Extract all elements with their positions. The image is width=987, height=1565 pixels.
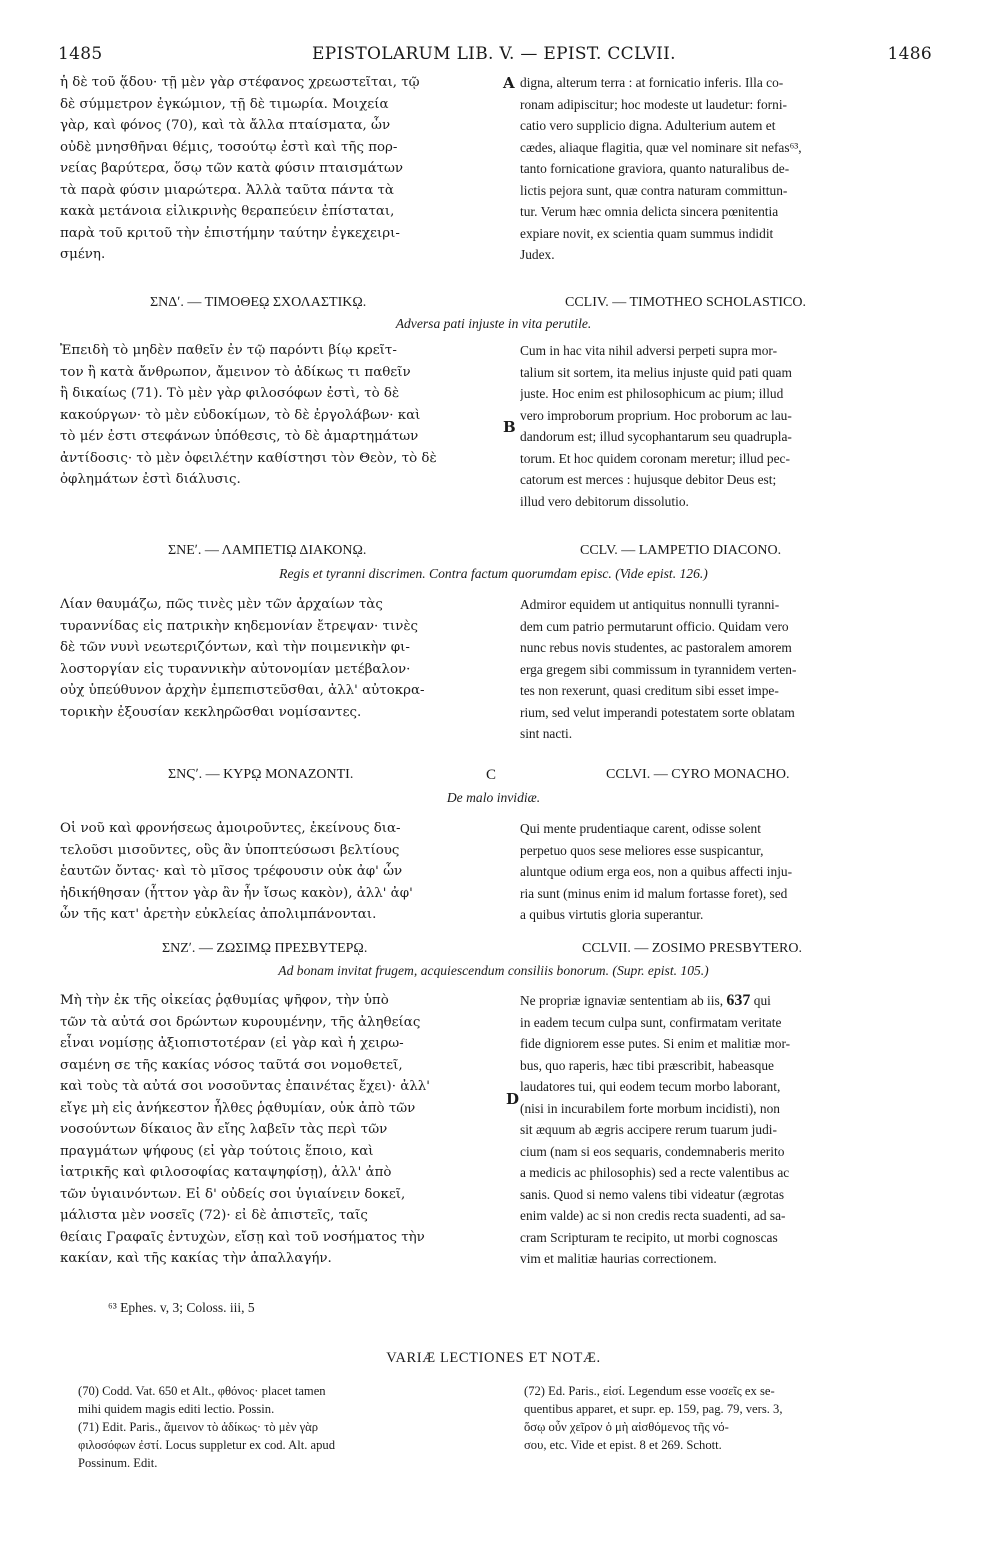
greek-title: ΣΝΕʹ. — ΛΑΜΠΕΤΙῼ ΔΙΑΚΟΝῼ.	[168, 543, 367, 558]
latin-line: torum. Et hoc quidem coronam meretur; illud pec-	[520, 450, 790, 466]
greek-line: κακούργων· τὸ μὲν εὐδοκίμων, τὸ δὲ ἐργολάβων· καὶ	[60, 407, 421, 423]
note-line: ὅσῳ οὖν χεῖρον ὁ μὴ αἰσθόμενος τῆς νό-	[524, 1420, 729, 1434]
margin-marker-c: C	[486, 767, 497, 783]
left-page-number: 1485	[58, 44, 103, 64]
latin-text-254	[520, 340, 932, 512]
latin-line: catio vero supplicio digna. Adulterium autem et	[520, 118, 776, 133]
greek-line: Λίαν θαυμάζω, πῶς τινὲς μὲν τῶν ἀρχαίων τὰς	[60, 597, 383, 612]
greek-line: ἀντίδοσις· τὸ μὲν ὀφειλέτην καθίστησι τὸν Θεὸν, τὸ δὲ	[60, 450, 437, 466]
greek-text-257	[60, 990, 500, 1270]
latin-line: ronam adipiscitur; hoc modeste ut laudetur: forni-	[520, 96, 787, 112]
greek-line: Μὴ τὴν ἐκ τῆς οἰκείας ῥᾳθυμίας ψῆφον, τὴν ὑπὸ	[60, 993, 389, 1008]
note-line: (70) Codd. Vat. 650 et Alt., φθόνος· placet tamen	[78, 1384, 326, 1398]
greek-line: τον ἢ κατὰ ἄνθρωπον, ἄμεινον τὸ ἀδίκως τι παθεῖν	[60, 364, 411, 380]
greek-title: ΣΝΔʹ. — ΤΙΜΟΘΕῼ ΣΧΟΛΑΣΤΙΚῼ.	[150, 295, 367, 310]
footnote: ⁶³ Ephes. v, 3; Coloss. iii, 5	[108, 1300, 255, 1315]
latin-line: catorum est merces : hujusque debitor Deus est;	[520, 472, 777, 487]
greek-line: εἴγε μὴ εἰς ἀνήκεστον ἦλθες ῥᾳθυμίαν, οὐκ ἀπὸ τῶν	[60, 1100, 416, 1116]
greek-line: τὰ παρὰ φύσιν μιαρώτερα. Ἀλλὰ ταῦτα πάντα τὰ	[60, 182, 394, 198]
latin-line: dandorum est; illud sycophantarum seu quadrupla-	[520, 429, 792, 444]
greek-text-254	[60, 340, 500, 491]
letter-title-257	[0, 938, 987, 960]
greek-line: τελοῦσι μισοῦντες, οὓς ἂν ὑποπτεύσωσι βελτίους	[60, 842, 400, 858]
letter-subtitle: Ad bonam invitat frugem, acquiescendum consiliis bonorum. (Supr. epist. 105.)	[278, 963, 709, 978]
latin-line: tanto fornicatione graviora, quanto naturalibus de-	[520, 161, 790, 176]
margin-marker-b: B	[503, 418, 516, 436]
note-line: Possinum. Edit.	[78, 1456, 158, 1470]
margin-marker-a: A	[503, 74, 515, 92]
greek-line: Ἐπειδὴ τὸ μηδὲν παθεῖν ἐν τῷ παρόντι βίῳ κρεῖτ-	[60, 343, 397, 358]
note-line: (72) Ed. Paris., εἰσί. Legendum esse νοσεῖς ex se-	[524, 1384, 775, 1398]
latin-line: nunc rebus novis studentes, ac pastoralem amorem	[520, 640, 792, 655]
latin-line: digna, alterum terra : at fornicatio inferis. Illa co-	[520, 75, 784, 90]
latin-line: Qui mente prudentiaque carent, odisse solent	[520, 821, 761, 836]
note-line: (71) Edit. Paris., ἄμεινον τὸ ἀδίκως· τὸ μὲν γὰρ	[78, 1420, 319, 1434]
greek-title: ΣΝΖʹ. — ΖΩΣΙΜῼ ΠΡΕΣΒΥΤΕΡῼ.	[162, 941, 368, 956]
greek-line: οὐδὲ μνησθῆναι θέμις, τοσούτῳ ἐστὶ καὶ τῆς πορ-	[60, 139, 398, 155]
variae-left	[78, 1382, 498, 1472]
latin-line: tur. Verum hæc omnia delicta sincera pœnitentia	[520, 204, 779, 219]
letter-subtitle: Regis et tyranni discrimen. Contra factum quorumdam episc. (Vide epist. 126.)	[279, 566, 708, 581]
edition-page-number: 637	[726, 992, 751, 1009]
latin-title: CCLIV. — TIMOTHEO SCHOLASTICO.	[565, 295, 806, 310]
greek-line: ἑαυτῶν ὄντας· καὶ τὸ μῖσος τρέφουσιν οὐκ ἀφ' ὧν	[60, 864, 403, 879]
greek-line: δὲ τῶν νυνὶ νεωτεριζόντων, καὶ τὴν ποιμενικὴν φι-	[60, 640, 410, 655]
latin-line: cram Scripturam te recipito, ut morbi cognoscas	[520, 1229, 778, 1245]
greek-line: γὰρ, καὶ φόνος (70), καὶ τὰ ἄλλα πταίσματα, ὧν	[60, 118, 391, 133]
note-line: σου, etc. Vide et epist. 8 et 269. Schott.	[524, 1438, 722, 1452]
latin-line: sit æquum ab ægris accipere rerum tuarum judi-	[520, 1122, 777, 1137]
running-header	[0, 44, 987, 68]
note-line: mihi quidem magis editi lectio. Possin.	[78, 1402, 275, 1416]
latin-line: sint nacti.	[520, 726, 573, 741]
latin-line	[520, 990, 932, 1012]
latin-title: CCLV. — LAMPETIO DIACONO.	[580, 543, 782, 558]
latin-line: juste. Hoc enim est philosophicum ac pium; illud	[520, 386, 784, 401]
latin-line: fide digniorem esse putes. Si enim et malitiæ mor-	[520, 1036, 791, 1051]
latin-line: bus, quo raperis, hæc tibi præscribit, habeasque	[520, 1057, 774, 1073]
note-line: φιλοσόφων ἐστί. Locus suppletur ex cod. Alt. apud	[78, 1438, 336, 1452]
latin-continuation	[520, 72, 932, 266]
margin-marker-d: D	[506, 1090, 520, 1108]
greek-text-255	[60, 594, 500, 723]
greek-line: θείαις Γραφαῖς ἐντυχὼν, εἴσῃ καὶ τοῦ νοσήματος τὴν	[60, 1229, 425, 1245]
greek-line: παρὰ τοῦ κριτοῦ τὴν ἐπιστήμην ταύτην ἐγκεχειρι-	[60, 225, 400, 241]
latin-line: a quibus virtutis gloria superantur.	[520, 907, 704, 922]
greek-line: ἡ δὲ τοῦ ᾅδου· τῇ μὲν γὰρ στέφανος χρεωστεῖται, τῷ	[60, 75, 420, 90]
latin-line: aluntque odium erga eos, non a quibus affecti inju-	[520, 864, 793, 879]
greek-line: τορικὴν ἐξουσίαν κεκληρῶσθαι νομίσαντες.	[60, 704, 362, 720]
latin-title: CCLVII. — ZOSIMO PRESBYTERO.	[582, 941, 803, 956]
latin-line: perpetuo quos sese meliores esse suspicantur,	[520, 842, 764, 858]
letter-subtitle: Adversa pati injuste in vita perutile.	[395, 316, 592, 331]
latin-line: illud vero debitorum dissolutio.	[520, 493, 689, 509]
greek-line: τῶν ὑγιαινόντων. Εἰ δ' οὐδείς σοι ὑγιαίνειν δοκεῖ,	[60, 1186, 406, 1202]
greek-line: ἰατρικῆς καὶ φιλοσοφίας καταψηφίσῃ), ἀλλ' ἀπὸ	[60, 1165, 392, 1180]
latin-line-start: Ne propriæ ignaviæ sententiam ab iis,	[520, 993, 727, 1008]
latin-title: CCLVI. — CYRO MONACHO.	[606, 767, 790, 782]
latin-line: expiare novit, ex scientia quam summus indidit	[520, 225, 774, 241]
latin-line: lictis pejora sunt, quæ contra naturam committun-	[520, 182, 788, 198]
latin-line: Judex.	[520, 247, 555, 262]
latin-line: sanis. Quod si nemo valens tibi videatur (ægrotas	[520, 1186, 785, 1202]
letter-title-254	[0, 292, 987, 314]
latin-line-end: qui	[750, 993, 771, 1008]
greek-line: ἠδικήθησαν (ἧττον γὰρ ἂν ἦν ἴσως κακὸν), ἀλλ' ἀφ'	[60, 885, 413, 901]
latin-line: ria sunt (minus enim id malum fortasse foret), sed	[520, 885, 788, 901]
latin-line: vim et malitiæ haurias correctionem.	[520, 1251, 717, 1266]
latin-line: Cum in hac vita nihil adversi perpeti supra mor-	[520, 343, 778, 358]
greek-line: τυραννίδας εἰς πατρικὴν κηδεμονίαν ἔτρεψαν· τινὲς	[60, 618, 419, 634]
latin-line: erga gregem sibi commissum in tyrannidem verten-	[520, 661, 797, 677]
greek-line: εἶναι νομίσῃς ἀξιοπιστοτέραν (εἰ γὰρ καὶ ἡ χειρω-	[60, 1036, 404, 1051]
latin-line: (nisi in incurabilem forte morbum incidisti), non	[520, 1100, 780, 1116]
running-title: EPISTOLARUM LIB. V. — EPIST. CCLVII.	[312, 44, 676, 64]
greek-line: καὶ τοὺς τὰ αὐτά σοι νοσοῦντας ἐπαινέτας ἔχει)· ἀλλ'	[60, 1079, 430, 1094]
greek-line: κακίαν, καὶ τῆς κακίας τὴν ἀπαλλαγήν.	[60, 1251, 332, 1266]
greek-line: σμένη.	[60, 247, 106, 262]
letter-title-255	[0, 540, 987, 562]
latin-line: a medicis ac philosophis) sed a recte valentibus ac	[520, 1165, 790, 1180]
greek-line: ἢ δικαίως (71). Τὸ μὲν γὰρ φιλοσόφων ἐστὶ, τὸ δὲ	[60, 386, 400, 401]
greek-line: σαμένη σε τῆς κακίας νόσος ταῦτά σοι νομοθετεῖ,	[60, 1057, 403, 1073]
latin-line: cædes, aliaque flagitia, quæ vel nominare sit nefas⁶³,	[520, 139, 802, 155]
greek-line: ὧν τῆς κατ' ἀρετὴν εὐκλείας ἀπολιμπάνονται.	[60, 907, 377, 922]
latin-line: in eadem tecum culpa sunt, confirmatam veritate	[520, 1014, 782, 1030]
greek-title: ΣΝϚʹ. — ΚΥΡῼ ΜΟΝΑΖΟΝΤΙ.	[168, 767, 354, 782]
latin-line: talium sit sortem, ita melius injuste quid pati quam	[520, 364, 792, 380]
latin-line: enim valde) ac si non credis recta suadenti, ad sa-	[520, 1208, 786, 1223]
greek-line: λοστοργίαν εἰς τυραννικὴν αὐτονομίαν μετέβαλον·	[60, 661, 411, 677]
greek-line: ὀφλημάτων ἐστὶ διάλυσις.	[60, 472, 241, 487]
greek-line: μάλιστα μὲν νοσεῖς (72)· εἰ δὲ ἀπιστεῖς, ταῖς	[60, 1208, 368, 1223]
greek-line: κακὰ μετάνοια εἰλικρινὴς θεραπεύειν ἐπίσταται,	[60, 204, 395, 219]
letter-subtitle: De malo invidiæ.	[446, 790, 541, 805]
greek-text-256	[60, 818, 500, 926]
greek-line: τὸ μέν ἐστι στεφάνων ὑπόθεσις, τὸ δὲ ἁμαρτημάτων	[60, 429, 419, 444]
latin-line: dem cum patrio permutarunt officio. Quidam vero	[520, 618, 789, 634]
greek-line: δὲ σύμμετρον ἐγκώμιον, τῇ δὲ τιμωρία. Μοιχεία	[60, 96, 389, 112]
variae-right	[524, 1382, 934, 1454]
greek-line: Οἱ νοῦ καὶ φρονήσεως ἀμοιροῦντες, ἐκείνους δια-	[60, 821, 401, 836]
note-line: quentibus apparet, et supr. ep. 159, pag. 79, vers. 3,	[524, 1402, 783, 1416]
greek-line: νείας βαρύτερα, ὅσῳ τῶν κατὰ φύσιν πταισμάτων	[60, 161, 404, 176]
greek-line: τῶν τὰ αὐτά σοι δρώντων κυρουμένην, τῆς ἀληθείας	[60, 1014, 421, 1030]
latin-line: laudatores tui, qui eodem tecum morbo laborant,	[520, 1079, 781, 1094]
latin-line: Admiror equidem ut antiquitus nonnulli tyranni-	[520, 597, 780, 612]
latin-line: vero improborum proprium. Hoc proborum ac lau-	[520, 407, 792, 423]
latin-line: rium, sed velut imperandi potestatem sorte oblatam	[520, 704, 795, 720]
latin-line: tes non rexerunt, quasi creditum sibi esset impe-	[520, 683, 779, 698]
right-page-number: 1486	[887, 44, 932, 64]
latin-text-257	[520, 990, 932, 1270]
greek-continuation	[60, 72, 500, 266]
greek-line: πραγμάτων ψήφους (εἰ γὰρ τούτοις ἕποιο, καὶ	[60, 1143, 374, 1159]
letter-title-256	[0, 764, 987, 786]
latin-text-255	[520, 594, 932, 745]
variae-heading: VARIÆ LECTIONES ET NOTÆ.	[386, 1350, 601, 1366]
latin-text-256	[520, 818, 932, 926]
greek-line: νοσούντων δίκαιος ἂν εἴης λαβεῖν τὰς περὶ τῶν	[60, 1122, 388, 1137]
latin-line: cium (nam si eos sequaris, condemnaberis merito	[520, 1143, 785, 1159]
greek-line: οὐχ ὑπεύθυνον ἀρχὴν ἐμπεπιστεῦσθαι, ἀλλ' αὐτοκρα-	[60, 683, 425, 698]
